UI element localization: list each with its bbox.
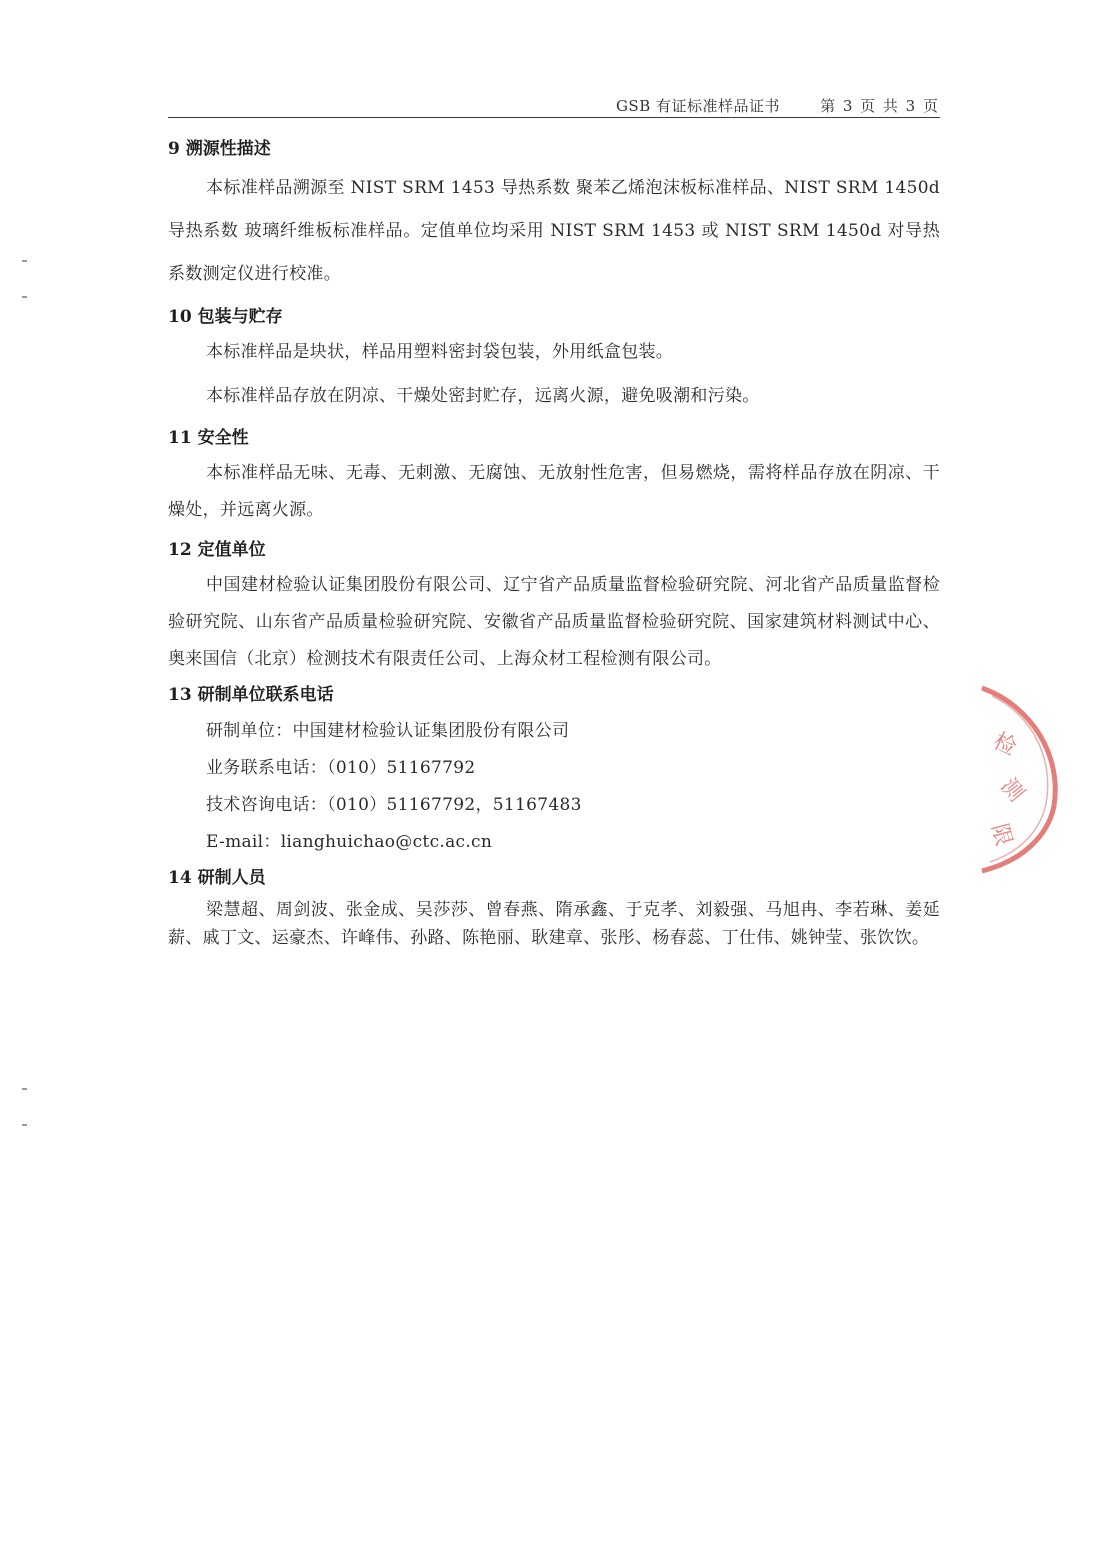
contact-email: E-mail：lianghuichao@ctc.ac.cn: [206, 832, 493, 852]
svg-text:检: 检: [989, 728, 1020, 761]
section-title-personnel: 14 研制人员: [168, 868, 266, 888]
svg-text:测: 测: [995, 773, 1029, 807]
section-title-traceability: 9 溯源性描述: [168, 139, 271, 159]
contact-org: 研制单位：中国建材检验认证集团股份有限公司: [206, 721, 570, 741]
units-paragraph: 中国建材检验认证集团股份有限公司、辽宁省产品质量监督检验研究院、河北省产品质量监督检验研究院、山东省产品质量检验研究院、安徽省产品质量监督检验研究院、国家建筑材料测试中心、奥来国信（北京）检测技术有限责任公司、上海众材工程检测有限公司。: [168, 575, 940, 669]
personnel-paragraph: 梁慧超、周剑波、张金成、吴莎莎、曾春燕、隋承鑫、于克孝、刘毅强、马旭冉、李若琳、姜延薪、戚丁文、运豪杰、许峰伟、孙路、陈艳丽、耿建章、张彤、杨春蕊、丁仕伟、姚钟莹、张饮饮。: [168, 900, 940, 948]
scan-mark: [22, 296, 27, 298]
packaging-paragraph-2: 本标准样品存放在阴凉、干燥处密封贮存，远离火源，避免吸潮和污染。: [206, 386, 760, 406]
scan-mark: [22, 260, 27, 262]
svg-text:限: 限: [986, 821, 1017, 849]
section-title-safety: 11 安全性: [168, 428, 249, 448]
traceability-paragraph: 本标准样品溯源至 NIST SRM 1453 导热系数 聚苯乙烯泡沫板标准样品、NIST SRM 1450d 导热系数 玻璃纤维板标准样品。定值单位均采用 NIST SRM 1453 或 NIST SRM 1450d 对导热系数测定仪进行校准。: [168, 178, 940, 284]
packaging-paragraph-1: 本标准样品是块状，样品用塑料密封袋包装，外用纸盒包装。: [206, 342, 674, 362]
section-title-units: 12 定值单位: [168, 540, 266, 560]
contact-tech-phone: 技术咨询电话：（010）51167792，51167483: [206, 795, 582, 815]
seal-stamp: [962, 676, 1072, 876]
header-doc-title: GSB 有证标准样品证书: [615, 97, 780, 115]
scan-mark: [22, 1124, 27, 1126]
contact-business-phone: 业务联系电话：（010）51167792: [206, 758, 476, 778]
section-title-contact: 13 研制单位联系电话: [168, 685, 334, 705]
scan-mark: [22, 1088, 27, 1090]
document-body: [168, 136, 940, 952]
page-header: [168, 93, 940, 118]
section-title-packaging: 10 包装与贮存: [168, 307, 283, 327]
safety-paragraph: 本标准样品无味、无毒、无刺激、无腐蚀、无放射性危害，但易燃烧，需将样品存放在阴凉、干燥处，并远离火源。: [168, 463, 940, 520]
header-page-info: 第 3 页 共 3 页: [820, 97, 938, 115]
